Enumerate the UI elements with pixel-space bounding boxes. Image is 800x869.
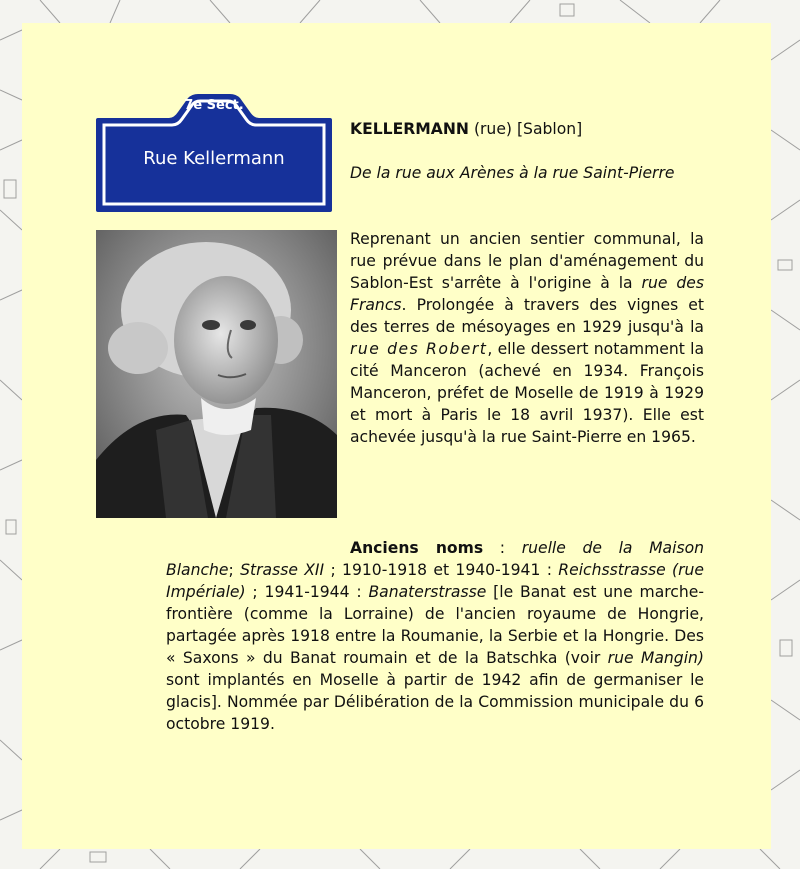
street-sign xyxy=(94,92,334,214)
old-names-paragraph xyxy=(166,537,704,735)
rue-des-robert-ref: rue des Robert xyxy=(350,340,488,358)
sign-street-name: Rue Kellermann xyxy=(143,148,285,169)
entry-extent xyxy=(350,162,690,184)
old-name-2: Strasse XII xyxy=(240,561,325,579)
rue-des-francs-ref: rue des Francs xyxy=(350,274,704,314)
old-names-label: Anciens noms xyxy=(350,539,484,557)
entry-title xyxy=(350,118,704,140)
banat-note-2: sont implantés en Moselle à partir de 1942 afin de germaniser le glacis]. Nommée par Délibération de la Commission municipale du 6 octobre 1919. xyxy=(166,671,704,733)
rue-mangin-ref: rue Mangin) xyxy=(607,649,705,667)
history-text-1: Reprenant un ancien sentier communal, la rue prévue dans le plan d'aménagement du Sablon-Est s'arrête à l'origine à la xyxy=(350,230,704,292)
entry-quarter: [Sablon] xyxy=(516,120,583,138)
old-name-1: ruelle de la Maison Blanche xyxy=(166,539,704,579)
extent-text: De la rue aux Arènes à la rue Saint-Pierre xyxy=(350,164,675,182)
kellermann-portrait xyxy=(96,230,337,518)
street-name-heading: KELLERMANN xyxy=(350,120,469,138)
old-name-3: Reichsstrasse (rue Impériale) xyxy=(166,561,704,601)
old-name-3-dates: ; 1941-1944 : xyxy=(245,583,369,601)
old-names-sep: : xyxy=(483,539,522,557)
entry-type: (rue) xyxy=(473,120,512,138)
history-text-2: . Prolongée à travers des vignes et des terres de mésoyages en 1929 jusqu'à la xyxy=(350,296,704,336)
banat-note-1: [le Banat est une marche-frontière (comme la Lorraine) de l'ancien royaume de Hongrie, partagée après 1918 entre la Roumanie, la Serbie et la Hongrie. Des « Saxons » du Banat roumain et de la Batschka (voir xyxy=(166,583,704,667)
old-names-sep-2: ; xyxy=(228,561,241,579)
history-text-3: , elle dessert notamment la cité Manceron (achevé en 1934. François Manceron, préfet de Moselle de 1919 à 1929 et mort à Paris le 18 avril 1937). Elle est achevée jusqu'à la rue Saint-Pierre en 1965. xyxy=(350,340,704,446)
sign-section: 7e Sect. xyxy=(184,98,244,113)
history-paragraph xyxy=(350,228,704,448)
old-name-4: Banaterstrasse xyxy=(368,583,487,601)
old-name-2-dates: ; 1910-1918 et 1940-1941 : xyxy=(324,561,559,579)
